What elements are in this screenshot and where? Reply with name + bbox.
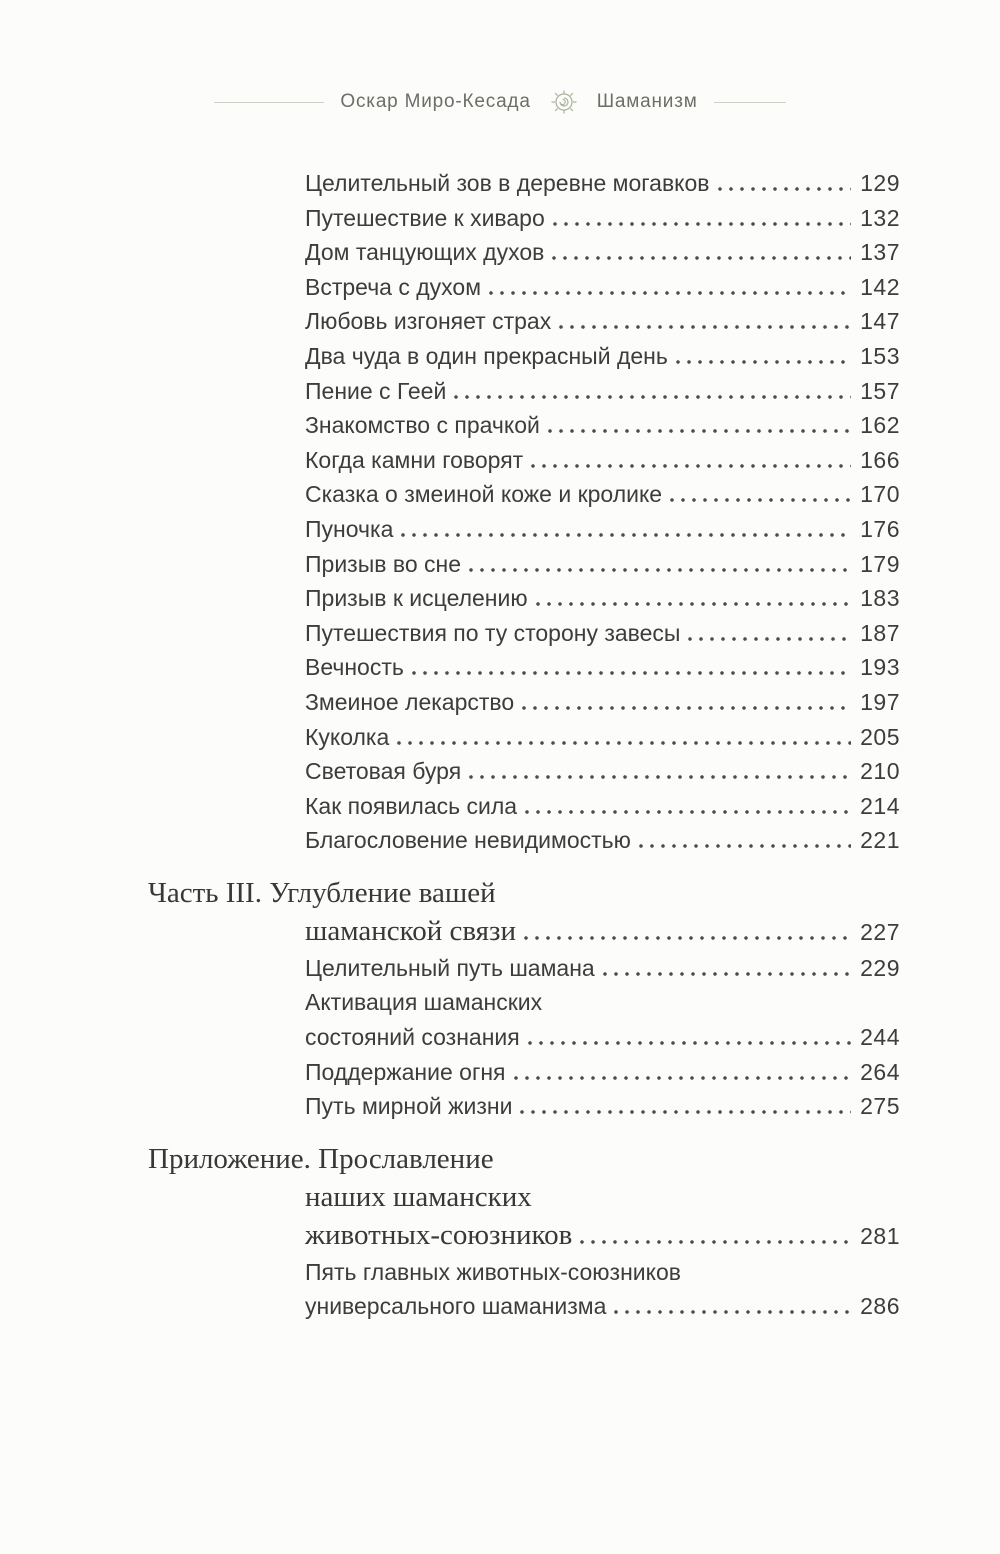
dot-leader [614,1310,851,1314]
toc-entry-line [148,374,900,409]
dot-leader [454,395,851,399]
toc-item-title: Пуночка [305,515,394,542]
toc-item-title: Приложение. Прославление [148,1142,494,1175]
page-number: 193 [860,654,900,681]
dot-leader [670,498,851,502]
toc-entry-line [148,1289,900,1324]
toc-heading-line [148,1178,900,1216]
toc-item-title: Путешествие к хиваро [305,204,545,231]
dot-leader [397,741,851,745]
toc-entry-line [148,408,900,443]
page-number: 275 [860,1093,900,1120]
page-number: 210 [860,758,900,785]
page-number: 157 [860,377,900,404]
toc-entry-line [148,985,900,1020]
toc-entry-line [148,201,900,236]
toc-item-title: Любовь изгоняет страх [305,308,552,335]
toc-item-title: состояний сознания [305,1024,520,1051]
dot-leader [528,1041,851,1045]
page-number: 132 [860,204,900,231]
dot-leader [522,706,851,710]
page-number: 264 [860,1058,900,1085]
dot-leader [559,325,851,329]
toc-entry-line [148,616,900,651]
toc-item-title: Дом танцующих духов [305,239,545,266]
toc-item-title: Целительный путь шамана [305,954,595,981]
toc-entry-line [148,581,900,616]
toc-entry-line [148,1255,900,1290]
toc-item-title: Змеиное лекарство [305,688,515,715]
toc-item-title: Часть III. Углубление вашей [148,876,496,909]
page-number: 197 [860,688,900,715]
page-number: 153 [860,342,900,369]
toc-item-title: Призыв к исцелению [305,585,528,612]
toc-item-title: Целительный зов в деревне могавков [305,170,710,196]
dot-leader [520,1110,851,1114]
toc-entry-line [148,270,900,305]
page-number: 229 [860,954,900,981]
toc-item-title: Пение с Геей [305,377,447,404]
toc-item-title: наших шаманских [305,1180,532,1213]
dot-leader [531,464,851,468]
toc-entry-line [148,789,900,824]
toc-list [148,166,900,1324]
dot-leader [489,291,851,295]
dot-leader [525,810,851,814]
toc-item-title: Призыв во сне [305,550,461,577]
toc-entry-line [148,1089,900,1124]
toc-entry-line [148,1055,900,1090]
page-number: 187 [860,619,900,646]
toc-heading-line [148,1216,900,1255]
page-number: 214 [860,792,900,819]
toc-item-title: Благословение невидимостью [305,827,631,854]
header-rule-right [714,102,786,103]
dot-leader [536,602,852,606]
toc-entry-line [148,823,900,858]
dot-leader [548,429,851,433]
dot-leader [603,972,851,976]
header-rule-left [214,102,324,103]
page-number: 142 [860,273,900,300]
toc-item-title: животных-союзников [305,1218,573,1251]
page-number: 244 [860,1024,900,1051]
toc-heading-line [148,1140,900,1178]
toc-entry-line [148,477,900,512]
toc-item-title: Встреча с духом [305,273,482,300]
toc-item-title: Световая буря [305,758,462,785]
toc-item-title: Активация шаманских [305,989,543,1016]
dot-leader [639,844,851,848]
dot-leader [524,936,851,940]
toc-item-title: Куколка [305,723,390,750]
dot-leader [553,222,851,226]
page-number: 137 [860,239,900,266]
toc-entry-line [148,754,900,789]
page-number: 227 [860,918,900,945]
dot-leader [469,775,851,779]
toc-entry-line [148,720,900,755]
toc-item-title: Путь мирной жизни [305,1093,513,1120]
page-number: 281 [860,1222,900,1249]
running-head-book-title: Шаманизм [596,91,698,112]
dot-leader [552,256,851,260]
toc-item-title: Пять главных животных-союзников [305,1258,681,1285]
dot-leader [676,360,851,364]
toc-entry-line [148,685,900,720]
toc-entry-line [148,1020,900,1055]
toc-entry-line [148,650,900,685]
toc-entry-line [148,235,900,270]
toc-entry-line [148,166,900,201]
toc-item-title: Когда камни говорят [305,446,524,473]
toc-item-title: Как появилась сила [305,792,518,819]
page-number: 286 [860,1293,900,1320]
dot-leader [580,1240,851,1244]
page-number: 179 [860,550,900,577]
page-number: 176 [860,515,900,542]
page-number: 170 [860,481,900,508]
page-number: 183 [860,585,900,612]
toc-item-title: Два чуда в один прекрасный день [305,342,668,369]
toc-heading-line [148,912,900,951]
dot-leader [401,533,851,537]
toc-item-title: универсального шаманизма [305,1293,607,1320]
toc-entry-line [148,339,900,374]
toc-heading-line [148,874,900,912]
dot-leader [688,637,851,641]
page-number: 205 [860,723,900,750]
dot-leader [412,671,851,675]
running-head-author: Оскар Миро-Кесада [340,91,531,112]
sun-spiral-ornament-icon [547,88,581,116]
page-number: 129 [860,170,900,196]
toc-entry-line [148,304,900,339]
dot-leader [469,568,851,572]
toc-entry-line [148,512,900,547]
toc-item-title: Знакомство с прачкой [305,412,540,439]
toc-entry-line [148,443,900,478]
toc-item-title: Вечность [305,654,404,681]
page-number: 147 [860,308,900,335]
page-header [0,0,1000,116]
page-number: 221 [860,827,900,854]
toc-item-title: шаманской связи [305,914,517,947]
toc-item-title: Путешествия по ту сторону завесы [305,619,681,646]
dot-leader [514,1076,852,1080]
page-number: 162 [860,412,900,439]
toc-entry-line [148,547,900,582]
page-number: 166 [860,446,900,473]
dot-leader [718,187,852,191]
toc-entry-line [148,951,900,986]
toc-item-title: Сказка о змеиной коже и кролике [305,481,663,508]
toc-item-title: Поддержание огня [305,1058,506,1085]
